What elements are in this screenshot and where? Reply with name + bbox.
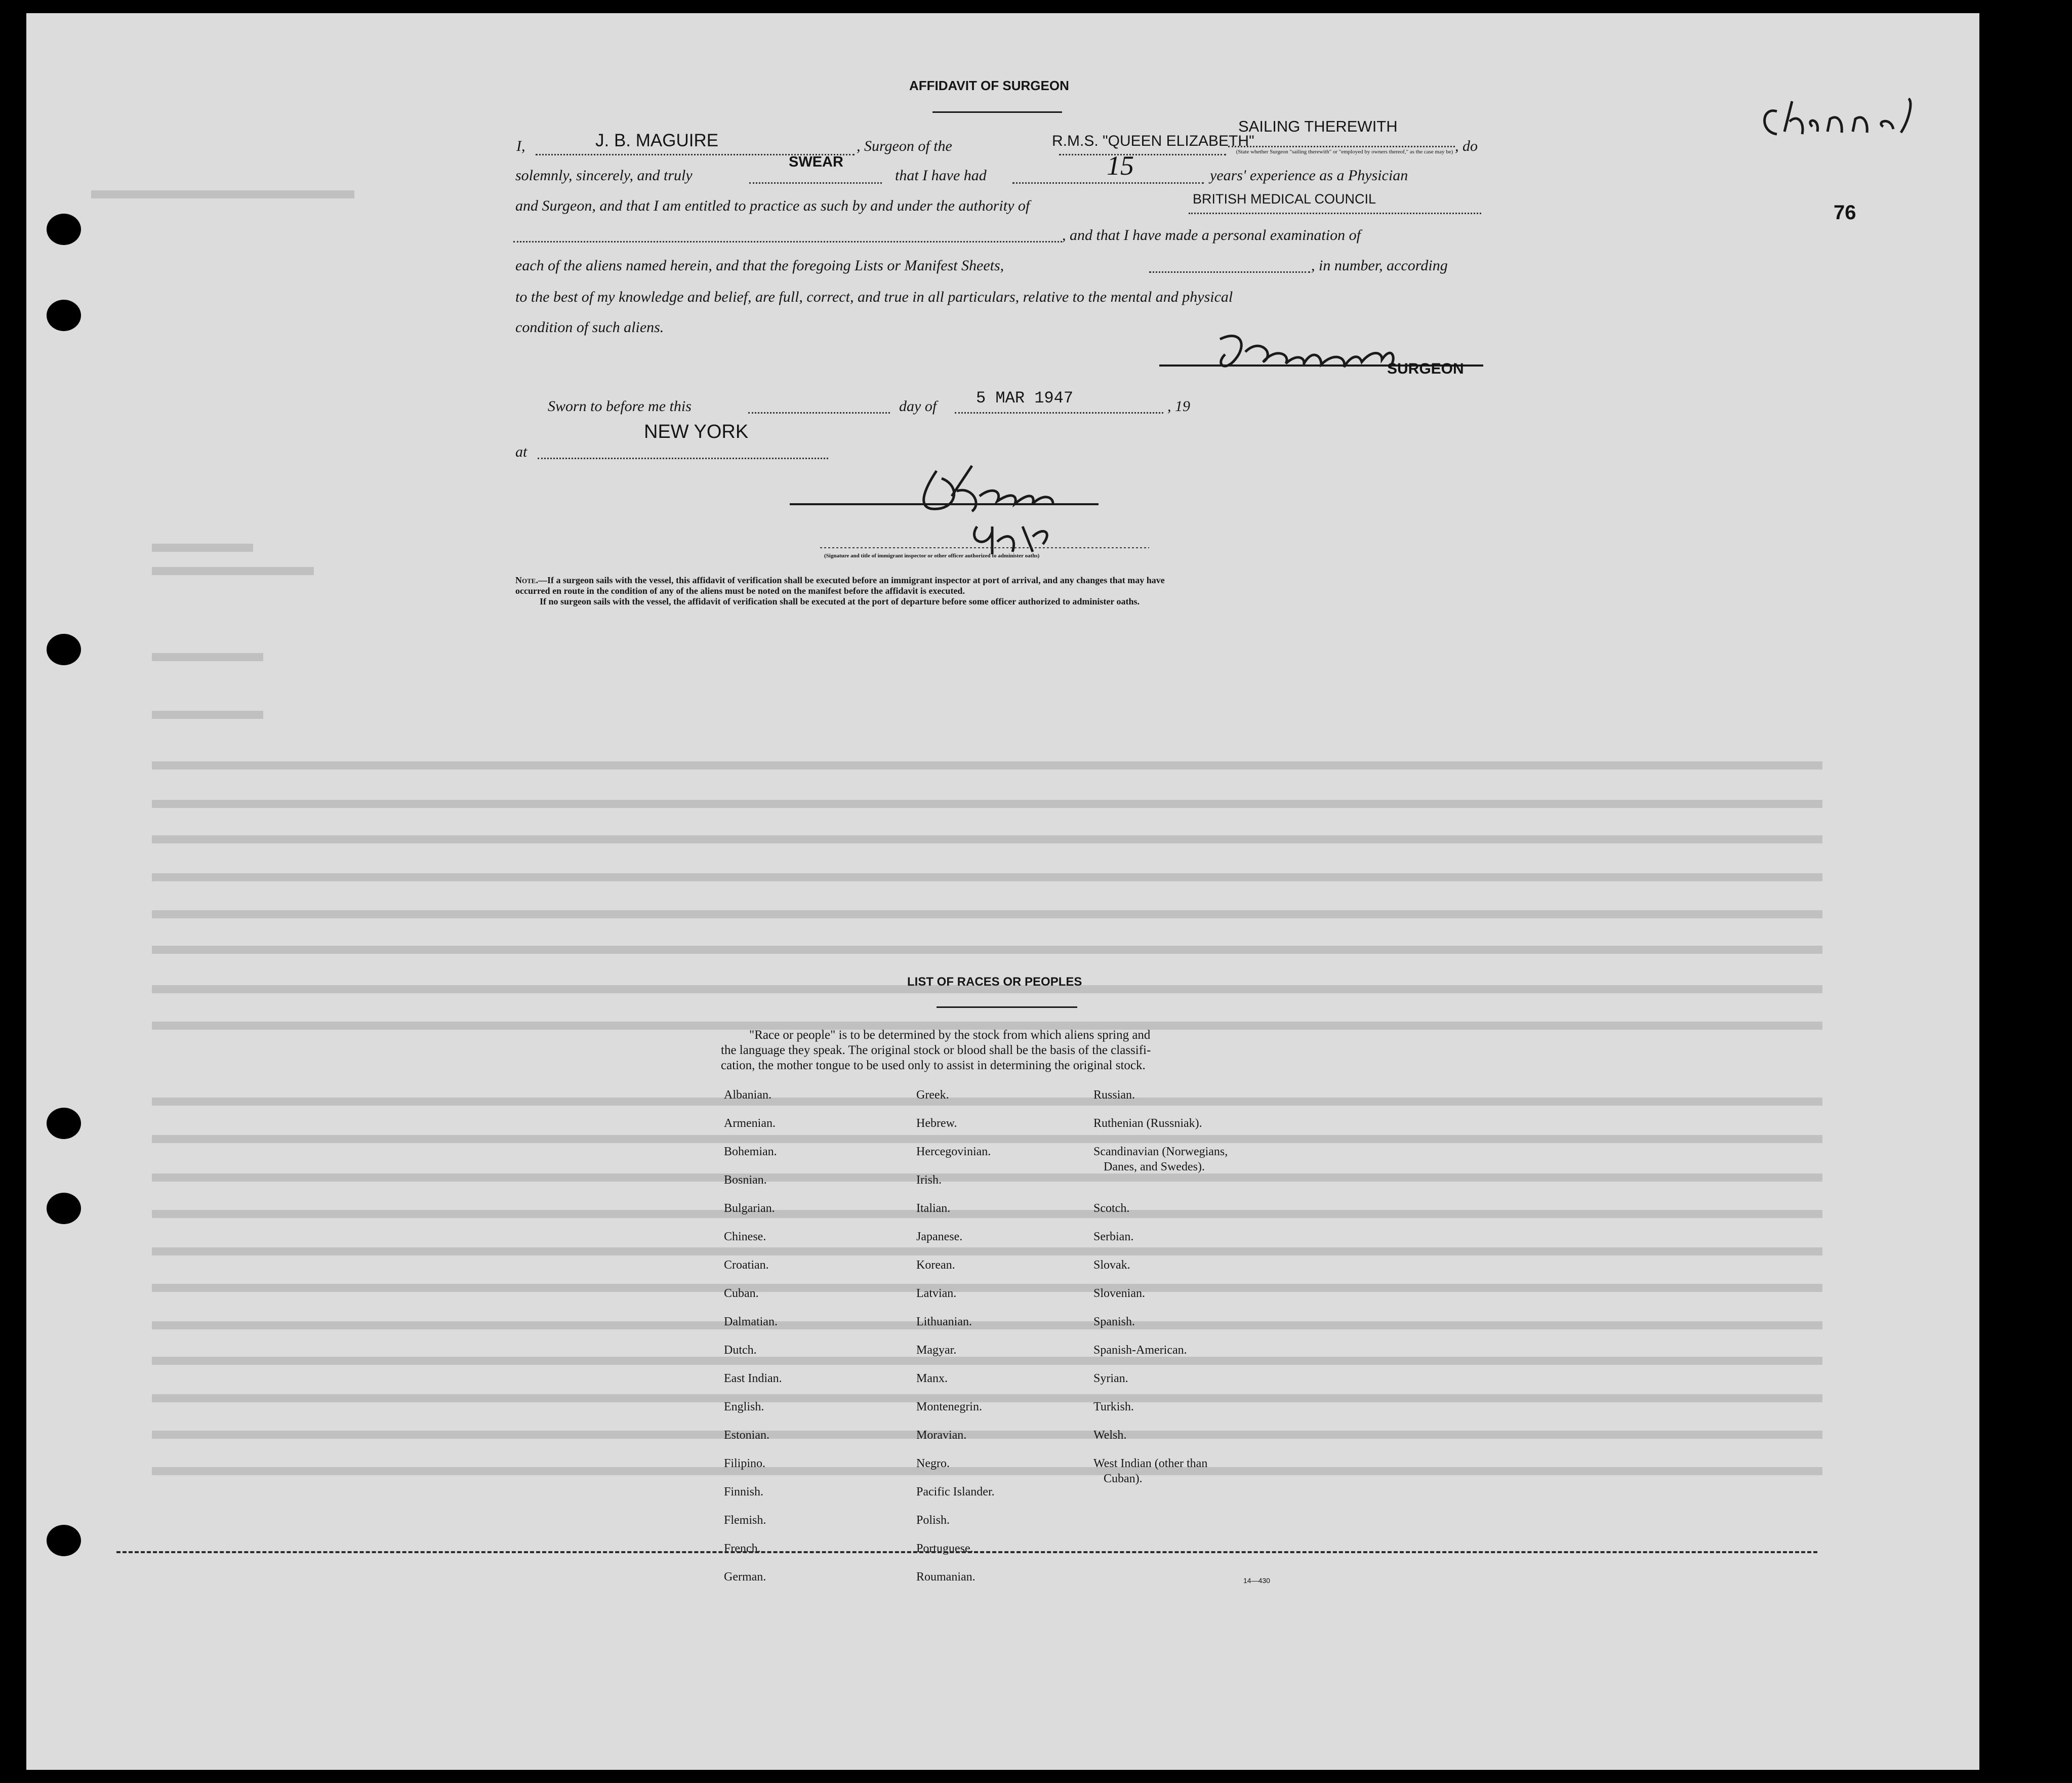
race-item: Montenegrin. (916, 1400, 982, 1413)
race-item: Pacific Islander. (916, 1485, 995, 1498)
text-sworn-before: Sworn to before me this (548, 398, 692, 415)
race-item: Hercegovinian. (916, 1145, 991, 1158)
sailing-field-line (1228, 146, 1455, 147)
race-item: Bosnian. (724, 1173, 767, 1187)
race-item: Filipino. (724, 1457, 766, 1470)
race-item: French. (724, 1542, 761, 1555)
race-item: German. (724, 1570, 766, 1584)
race-item: Dalmatian. (724, 1315, 778, 1328)
text-years-experience: years' experience as a Physician (1210, 167, 1408, 184)
race-item: Scotch. (1093, 1202, 1130, 1215)
authority-name: BRITISH MEDICAL COUNCIL (1193, 191, 1376, 207)
text-manifest-sheets: each of the aliens named herein, and that the foregoing Lists or Manifest Sheets, (515, 257, 1004, 274)
race-item: Latvian. (916, 1287, 957, 1300)
race-item: Cuban). (1104, 1472, 1143, 1485)
text-do: , do (1455, 138, 1478, 154)
years-experience: 15 (1107, 150, 1134, 181)
affidavit-title: AFFIDAVIT OF SURGEON (909, 78, 1069, 93)
text-nineteen: , 19 (1167, 398, 1190, 415)
surgeon-name: J. B. MAGUIRE (595, 131, 719, 150)
race-item: Spanish-American. (1093, 1344, 1187, 1357)
text-at: at (515, 443, 527, 460)
race-item: Syrian. (1093, 1372, 1128, 1385)
affidavit-note (515, 575, 1165, 607)
text-solemnly: solemnly, sincerely, and truly (515, 167, 693, 184)
race-item: Flemish. (724, 1514, 766, 1527)
note-line-1: —If a surgeon sails with the vessel, this affidavit of verification shall be executed before an immigrant inspector at port of arrival, and any changes that may have (538, 575, 1165, 585)
race-item: Finnish. (724, 1485, 764, 1498)
race-item: Irish. (916, 1173, 942, 1187)
date-field-line (955, 412, 1163, 414)
sheets-count-line (1149, 271, 1310, 273)
text-day-of: day of (899, 398, 937, 415)
race-item: Cuban. (724, 1287, 759, 1300)
races-intro-2: the language they speak. The original stock or blood shall be the basis of the classifi- (721, 1043, 1151, 1057)
text-surgeon-of: , Surgeon of the (857, 138, 952, 154)
text-in-number: , in number, according (1311, 257, 1448, 274)
perforation-line (116, 1551, 1817, 1553)
race-item: Slovak. (1093, 1259, 1130, 1272)
race-item: Estonian. (724, 1429, 769, 1442)
race-item: Chinese. (724, 1230, 766, 1243)
race-item: Ruthenian (Russniak). (1093, 1117, 1202, 1130)
surgeon-label: SURGEON (1387, 360, 1464, 377)
race-item: Manx. (916, 1372, 948, 1385)
sailing-status: SAILING THEREWITH (1238, 117, 1398, 135)
text-personal-examination: , and that I have made a personal examination of (1062, 227, 1361, 244)
note-line-3: If no surgeon sails with the vessel, the affidavit of verification shall be executed at the port of departure before some officer authorized to administer oaths. (540, 596, 1140, 606)
race-item: Korean. (916, 1259, 955, 1272)
punch-hole (47, 634, 81, 665)
race-item: Polish. (916, 1514, 950, 1527)
years-field-line (1012, 182, 1204, 184)
text-that-i-have-had: that I have had (895, 167, 987, 184)
races-title-underline (937, 1006, 1077, 1008)
handwritten-margin-note (1757, 91, 1929, 147)
race-item: Dutch. (724, 1344, 757, 1357)
race-item: East Indian. (724, 1372, 782, 1385)
race-item: English. (724, 1400, 764, 1413)
sailing-note: (State whether Surgeon "sailing therewith" or "employed by owners thereof," as the case may be) (1236, 149, 1453, 155)
text-condition-aliens: condition of such aliens. (515, 319, 664, 336)
sworn-date: 5 MAR 1947 (976, 389, 1074, 408)
authority-field-line (1189, 213, 1481, 214)
punch-hole (47, 1108, 81, 1139)
punch-hole (47, 1193, 81, 1224)
race-item: Japanese. (916, 1230, 963, 1243)
punch-hole (47, 1525, 81, 1556)
text-knowledge-belief: to the best of my knowledge and belief, are full, correct, and true in all particulars, relative to the mental and physical (515, 289, 1233, 305)
punch-hole (47, 214, 81, 245)
race-item: Serbian. (1093, 1230, 1134, 1243)
race-item: Russian. (1093, 1088, 1135, 1102)
signature-caption: (Signature and title of immigrant inspector or other officer authorized to administer oaths) (824, 553, 1040, 559)
note-lead: Note. (515, 575, 538, 585)
race-item: Negro. (916, 1457, 950, 1470)
race-item: Bohemian. (724, 1145, 777, 1158)
ship-field-line (1059, 154, 1226, 155)
page-number: 76 (1834, 201, 1856, 224)
race-item: Bulgarian. (724, 1202, 775, 1215)
oath-field-line (749, 182, 882, 184)
race-item: Spanish. (1093, 1315, 1135, 1328)
form-number: 14—430 (1243, 1576, 1270, 1585)
race-item: Albanian. (724, 1088, 771, 1102)
races-intro-1: "Race or people" is to be determined by the stock from which aliens spring and (749, 1028, 1151, 1042)
oath-word: SWEAR (789, 154, 843, 170)
text-i: I, (516, 138, 525, 154)
race-item: West Indian (other than (1093, 1457, 1208, 1470)
race-item: Scandinavian (Norwegians, (1093, 1145, 1228, 1158)
races-intro-3: cation, the mother tongue to be used only to assist in determining the original stock. (721, 1059, 1146, 1072)
race-item: Portuguese. (916, 1542, 973, 1555)
title-underline (932, 111, 1062, 113)
authority-continued-line (513, 241, 1062, 242)
race-item: Hebrew. (916, 1117, 957, 1130)
race-item: Armenian. (724, 1117, 776, 1130)
place-name: NEW YORK (644, 421, 749, 442)
text-authority: and Surgeon, and that I am entitled to practice as such by and under the authority of (515, 197, 1030, 214)
race-item: Italian. (916, 1202, 951, 1215)
races-intro (721, 1028, 1151, 1073)
race-item: Magyar. (916, 1344, 957, 1357)
ship-name: R.M.S. "QUEEN ELIZABETH" (1052, 133, 1254, 149)
inspector-signature (780, 456, 1154, 567)
races-title: LIST OF RACES OR PEOPLES (907, 975, 1082, 989)
race-item: Danes, and Swedes). (1104, 1160, 1205, 1173)
race-item: Turkish. (1093, 1400, 1134, 1413)
race-item: Greek. (916, 1088, 949, 1102)
race-item: Moravian. (916, 1429, 967, 1442)
document-page (26, 13, 1979, 1770)
race-item: Roumanian. (916, 1570, 976, 1584)
day-field-line (748, 412, 890, 414)
punch-hole (47, 300, 81, 331)
race-item: Lithuanian. (916, 1315, 972, 1328)
note-line-2: occurred en route in the condition of any of the aliens must be noted on the manifest before the affidavit is executed. (515, 586, 965, 596)
race-item: Slovenian. (1093, 1287, 1145, 1300)
race-item: Croatian. (724, 1259, 769, 1272)
race-item: Welsh. (1093, 1429, 1127, 1442)
margin-note-text: Channel (1757, 91, 1759, 92)
